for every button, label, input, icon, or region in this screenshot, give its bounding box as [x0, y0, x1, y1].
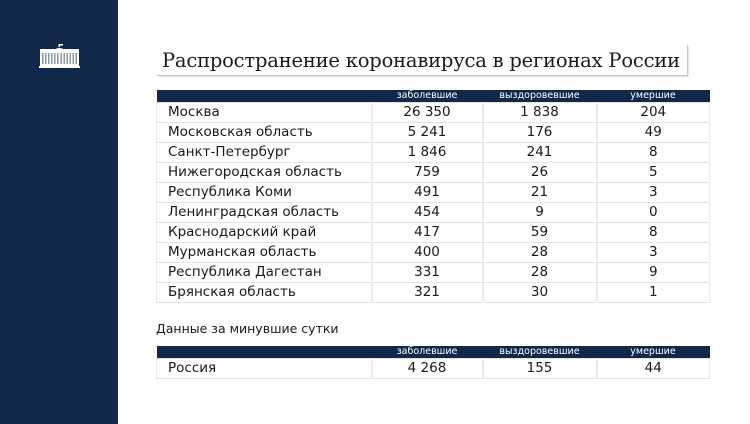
infected-value: 417 — [372, 223, 483, 243]
deaths-value: 9 — [597, 263, 710, 283]
title-box — [157, 45, 688, 76]
table-row — [157, 183, 710, 203]
infected-value: 400 — [372, 243, 483, 263]
region-name: Мурманская область — [157, 243, 372, 263]
header-recovered: выздоровевшие — [483, 90, 597, 103]
header-region — [157, 346, 372, 359]
table-row — [157, 243, 710, 263]
region-name: Россия — [157, 359, 372, 379]
infected-value: 5 241 — [372, 123, 483, 143]
region-name: Санкт-Петербург — [157, 143, 372, 163]
deaths-value: 0 — [597, 203, 710, 223]
infected-value: 321 — [372, 283, 483, 303]
deaths-value: 8 — [597, 223, 710, 243]
table-header-row — [157, 90, 710, 103]
table-row — [157, 223, 710, 243]
header-region — [157, 90, 372, 103]
table-row — [157, 123, 710, 143]
region-name: Брянская область — [157, 283, 372, 303]
recovered-value: 28 — [483, 243, 597, 263]
header-deaths: умершие — [597, 90, 710, 103]
infected-value: 4 268 — [372, 359, 483, 379]
table-row — [157, 203, 710, 223]
table-row — [157, 263, 710, 283]
slide-title: Распространение коронавируса в регионах России — [162, 49, 680, 72]
region-name: Ленинградская область — [157, 203, 372, 223]
table-header-row — [157, 346, 710, 359]
deaths-value: 5 — [597, 163, 710, 183]
deaths-value: 49 — [597, 123, 710, 143]
infected-value: 454 — [372, 203, 483, 223]
sidebar — [0, 0, 118, 424]
recovered-value: 30 — [483, 283, 597, 303]
region-name: Московская область — [157, 123, 372, 143]
table-row — [157, 103, 710, 123]
region-name: Республика Дагестан — [157, 263, 372, 283]
recovered-value: 1 838 — [483, 103, 597, 123]
recovered-value: 241 — [483, 143, 597, 163]
region-name: Краснодарский край — [157, 223, 372, 243]
header-recovered: выздоровевшие — [483, 346, 597, 359]
region-name: Нижегородская область — [157, 163, 372, 183]
government-building-icon — [39, 44, 80, 69]
header-deaths: умершие — [597, 346, 710, 359]
table-row — [157, 359, 710, 379]
infected-value: 26 350 — [372, 103, 483, 123]
daily-subtitle: Данные за минувшие сутки — [156, 321, 339, 336]
header-infected: заболевшие — [372, 90, 483, 103]
recovered-value: 21 — [483, 183, 597, 203]
region-name: Республика Коми — [157, 183, 372, 203]
recovered-value: 9 — [483, 203, 597, 223]
deaths-value: 3 — [597, 243, 710, 263]
infected-value: 1 846 — [372, 143, 483, 163]
region-name: Москва — [157, 103, 372, 123]
infected-value: 491 — [372, 183, 483, 203]
table-row — [157, 143, 710, 163]
recovered-value: 59 — [483, 223, 597, 243]
recovered-value: 155 — [483, 359, 597, 379]
table-row — [157, 163, 710, 183]
deaths-value: 3 — [597, 183, 710, 203]
infected-value: 331 — [372, 263, 483, 283]
deaths-value: 1 — [597, 283, 710, 303]
daily-table — [156, 346, 710, 379]
deaths-value: 44 — [597, 359, 710, 379]
recovered-value: 176 — [483, 123, 597, 143]
recovered-value: 28 — [483, 263, 597, 283]
deaths-value: 204 — [597, 103, 710, 123]
table-row — [157, 283, 710, 303]
infected-value: 759 — [372, 163, 483, 183]
regions-table — [156, 90, 710, 303]
recovered-value: 26 — [483, 163, 597, 183]
header-infected: заболевшие — [372, 346, 483, 359]
deaths-value: 8 — [597, 143, 710, 163]
